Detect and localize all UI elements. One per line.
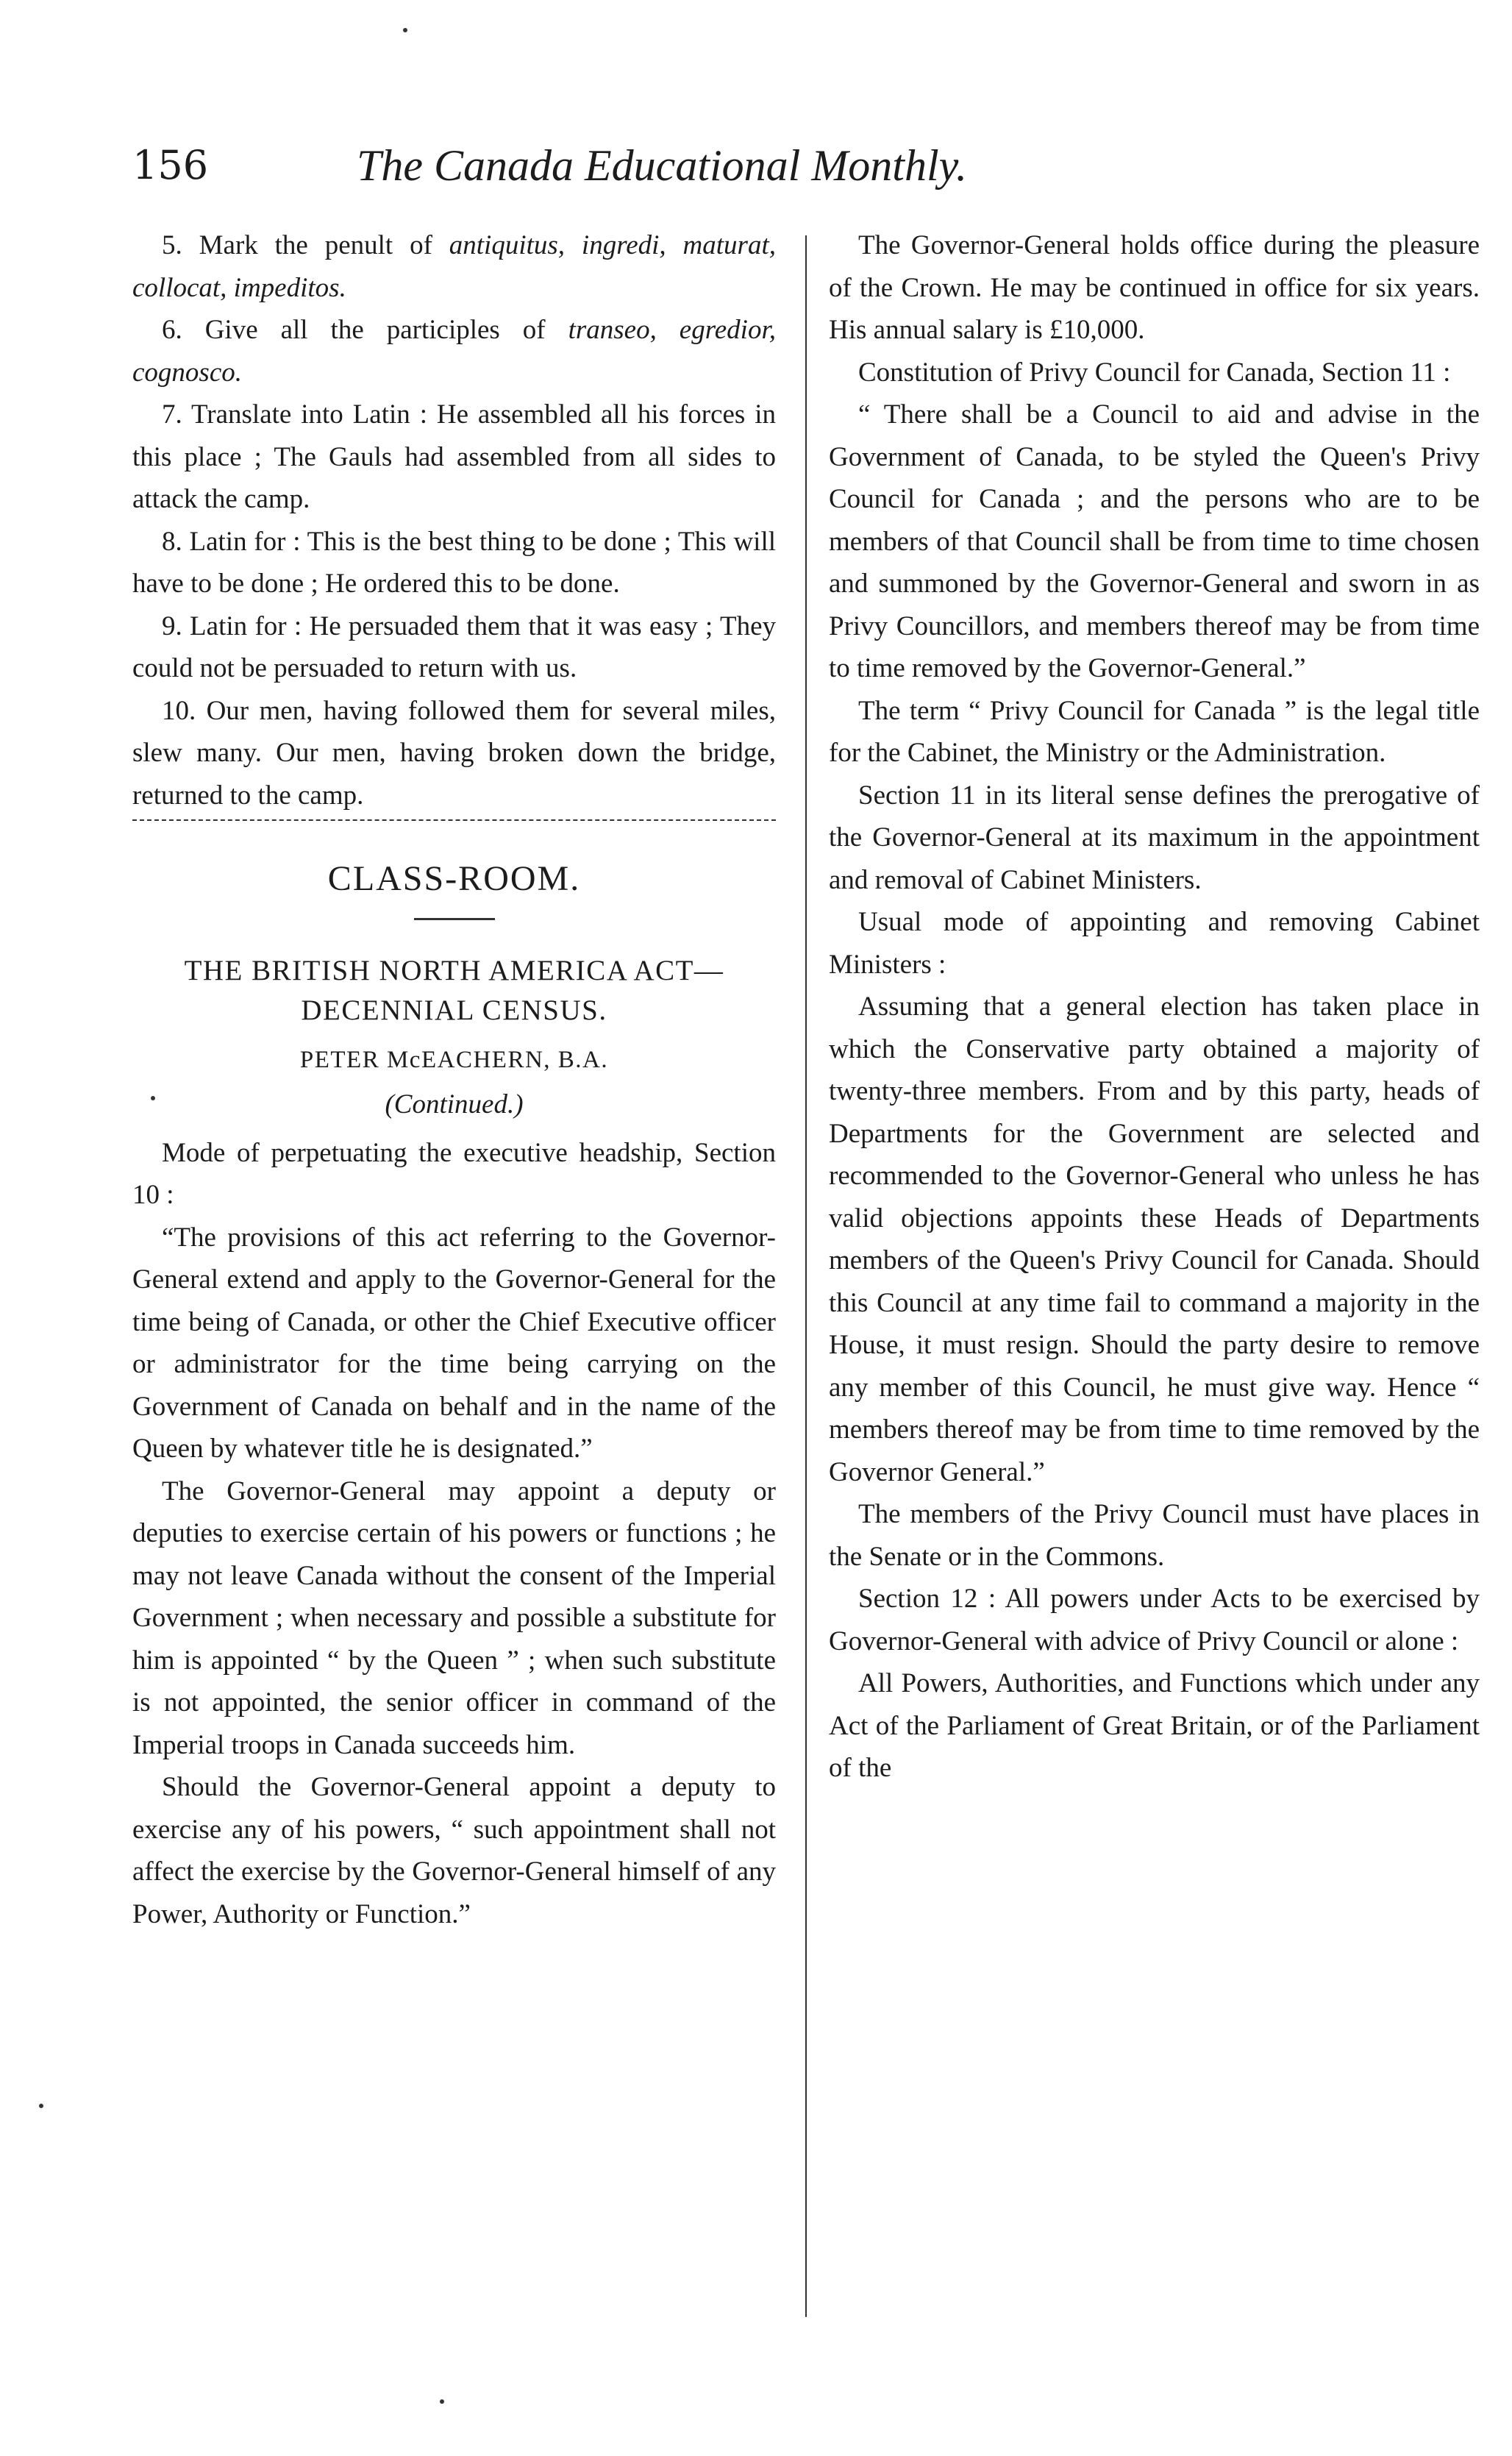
continued-note: (Continued.) (385, 1089, 524, 1120)
article-author: PETER McEACHERN, B.A. (299, 1047, 609, 1073)
paragraph: The Governor-General may appoint a deputy or deputies to exercise certain of his powers or functions ; he may not leave Canada without the consent of the Imperial Government ; when necessary and possible a substitute for him is appointed “ by the Queen ” ; when such substitute is not appointed, the senior officer in command of the Imperial troops in Canada succeeds him. (132, 1476, 776, 1760)
page-number: 156 (132, 142, 209, 188)
paragraph: Should the Governor-General appoint a deputy to exercise any of his powers, “ such appointment shall not affect the exercise by the Governor-General himself of any Power, Authority or Function.” (132, 1772, 776, 1929)
stray-mark (39, 2104, 43, 2108)
paragraph: The term “ Privy Council for Canada ” is the legal title for the Cabinet, the Ministry or the Administration. (829, 695, 1480, 768)
question-5: 5. Mark the penult of antiquitus, ingredi, maturat, collocat, impeditos. (132, 230, 776, 303)
right-column (829, 224, 1480, 1790)
paragraph: The members of the Privy Council must have places in the Senate or in the Commons. (829, 1499, 1480, 1572)
question-8: 8. Latin for : This is the best thing to be done ; This will have to be done ; He ordered this to be done. (132, 526, 776, 599)
section-divider (132, 819, 776, 821)
question-9: 9. Latin for : He persuaded them that it was easy ; They could not be persuaded to return with us. (132, 611, 776, 683)
heading-rule (414, 918, 495, 920)
paragraph: Section 12 : All powers under Acts to be exercised by Governor-General with advice of Privy Council or alone : (829, 1584, 1480, 1656)
article-title: THE BRITISH NORTH AMERICA ACT—DECENNIAL CENSUS. (184, 955, 724, 1026)
paragraph: Assuming that a general election has taken place in which the Conservative party obtained a majority of twenty-three members. From and by this party, heads of Departments for the Government are selected and recommended to the Governor-General who unless he has valid objections appoints these Heads of Departments members of the Queen's Privy Council for Canada. Should this Council at any time fail to command a majority in the House, it must resign. Should the party desire to remove any member of this Council, he must give way. Hence “ members thereof may be from time to time removed by the Governor General.” (829, 992, 1480, 1487)
column-divider (805, 235, 807, 2317)
paragraph: “The provisions of this act referring to the Governor-General extend and apply to the Governor-General for the time being of Canada, or other the Chief Executive officer or administrator for the time being carrying on the Government of Canada on behalf and in the name of the Queen by whatever title he is designated.” (132, 1222, 776, 1464)
stray-mark (440, 2399, 444, 2404)
paragraph: Mode of perpetuating the executive headship, Section 10 : (132, 1137, 776, 1210)
section-heading: CLASS-ROOM. (327, 859, 581, 898)
paragraph: The Governor-General holds office during the pleasure of the Crown. He may be continued in office for six years. His annual salary is £10,000. (829, 230, 1480, 345)
question-6: 6. Give all the participles of transeo, egredior, cognosco. (132, 315, 776, 388)
running-header (132, 132, 1191, 199)
journal-title: The Canada Educational Monthly. (357, 141, 967, 190)
paragraph: “ There shall be a Council to aid and advise in the Government of Canada, to be styled the Queen's Privy Council for Canada ; and the persons who are to be members of that Council shall be from time to time chosen and summoned by the Governor-General and sworn in as Privy Councillors, and members thereof may be from time to time removed by the Governor-General.” (829, 399, 1480, 683)
paragraph: Constitution of Privy Council for Canada, Section 11 : (858, 357, 1451, 388)
question-7: 7. Translate into Latin : He assembled all his forces in this place ; The Gauls had assembled from all sides to attack the camp. (132, 399, 776, 514)
question-10: 10. Our men, having followed them for several miles, slew many. Our men, having broken down the bridge, returned to the camp. (132, 695, 776, 811)
paragraph: Section 11 in its literal sense defines the prerogative of the Governor-General at its maximum in the appointment and removal of Cabinet Ministers. (829, 780, 1480, 895)
stray-mark (403, 28, 407, 32)
paragraph: Usual mode of appointing and removing Cabinet Ministers : (829, 907, 1480, 980)
left-column (132, 224, 776, 1935)
paragraph: All Powers, Authorities, and Functions which under any Act of the Parliament of Great Britain, or of the Parliament of the (829, 1668, 1480, 1783)
